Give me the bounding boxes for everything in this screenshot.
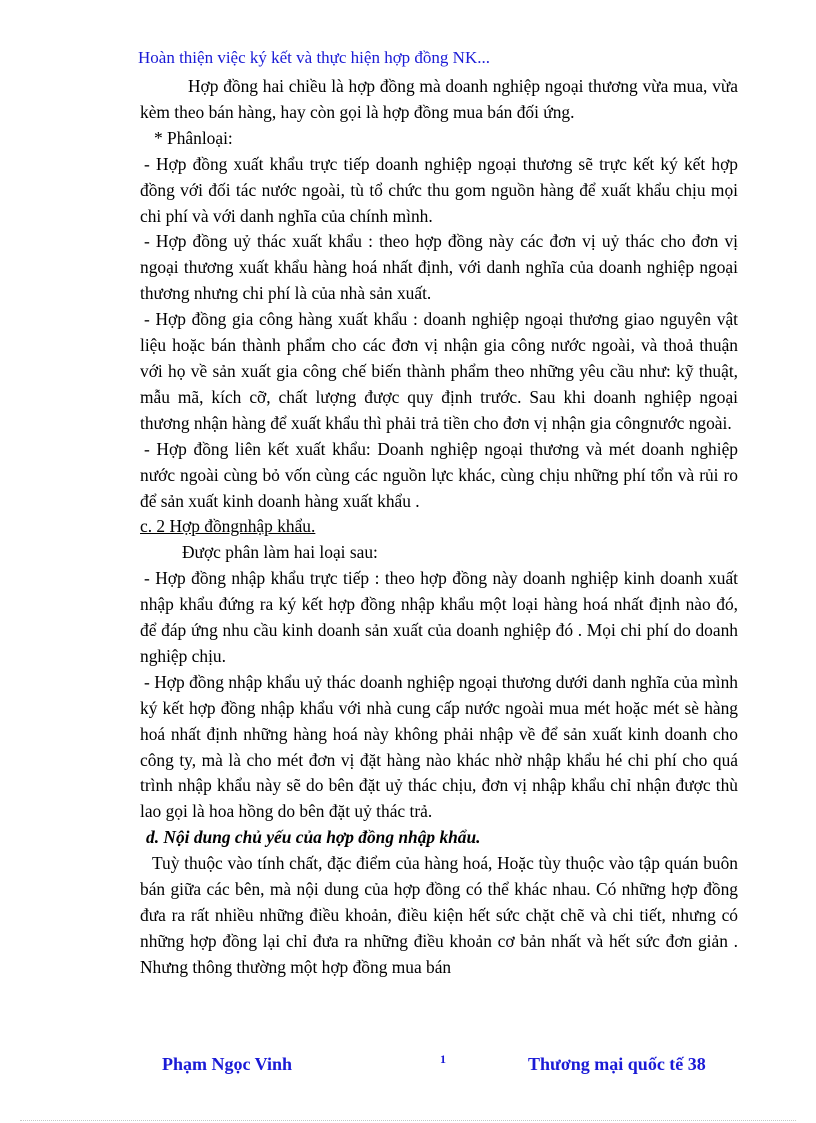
section-heading-d: d. Nội dung chủ yếu của hợp đồng nhập khẩu. bbox=[146, 827, 481, 848]
section-heading-c2: c. 2 Hợp đồngnhập khẩu. bbox=[140, 516, 316, 537]
classification-label: * Phânloại: bbox=[154, 127, 233, 148]
paragraph-direct-export: - Hợp đồng xuất khẩu trực tiếp doanh nghiệp ngoại thương sẽ trực kết ký kết hợp đồng với đối tác nước ngoài, tù tổ chức thu gom nguồn hàng để xuất khẩu chịu mọi chi phí và với danh nghĩa của chính mình. bbox=[140, 153, 738, 226]
paragraph-processing-export: - Hợp đồng gia công hàng xuất khẩu : doanh nghiệp ngoại thương giao nguyên vật liệu hoặc bán thành phẩm cho các đơn vị nhận gia công nước ngoài, và thoả thuận với họ về sản xuất gia công chế biến thành phẩm theo những yêu cầu như: kỹ thuật, mẫu mã, kích cỡ, chất lượng được quy định trước. Sau khi doanh nghiệp ngoại thương nhận hàng để xuất khẩu thì phải trả tiền cho đơn vị nhận gia côngnước ngoài. bbox=[140, 309, 738, 433]
paragraph-contract-content: Tuỳ thuộc vào tính chất, đặc điểm của hàng hoá, Hoặc tùy thuộc vào tập quán buôn bán giữa các bên, mà nội dung của hợp đồng có thể khác nhau. Có những hợp đồng đưa ra rất nhiều những điều khoản, điều kiện hết sức chặt chẽ và chi tiết, nhưng có những hợp đồng lại chỉ đưa ra những điều khoản cơ bản nhất và hết sức đơn giản . Nhưng thông thường một hợp đồng mua bán bbox=[140, 853, 738, 977]
page-bottom-divider bbox=[20, 1120, 796, 1121]
paragraph-two-way-contract: Hợp đồng hai chiều là hợp đồng mà doanh nghiệp ngoại thương vừa mua, vừa kèm theo bán hàng, hay còn gọi là hợp đồng mua bán đối ứng. bbox=[140, 76, 738, 122]
paragraph-entrusted-import: - Hợp đồng nhập khẩu uỷ thác doanh nghiệp ngoại thương dưới danh nghĩa của mình ký kết hợp đồng nhập khẩu với nhà cung cấp nước ngoài mua mét hoặc mét sè hàng hoá nhất định những hàng hoá này không phải nhập về để sản xuất kinh doanh cho công ty, mà là cho mét đơn vị đặt hàng nào khác nhờ nhập khẩu hé chi phí cho quá trình nhập khẩu này sẽ do bên đặt uỷ thác chịu, đơn vị nhập khẩu chỉ nhận được thù lao gọi là hoa hồng do bên đặt uỷ thác trả. bbox=[140, 671, 738, 822]
running-header: Hoàn thiện việc ký kết và thực hiện hợp đồng NK... bbox=[138, 48, 490, 67]
footer-course: Thương mại quốc tế 38 bbox=[528, 1054, 706, 1074]
document-body bbox=[140, 74, 738, 981]
paragraph-entrusted-export: - Hợp đồng uỷ thác xuất khẩu : theo hợp đồng này các đơn vị uỷ thác cho đơn vị ngoại thương xuất khẩu hàng hoá nhất định, với danh nghĩa của doanh nghiệp ngoại thương nhưng chi phí là của nhà sản xuất. bbox=[140, 231, 738, 304]
paragraph-direct-import: - Hợp đồng nhập khẩu trực tiếp : theo hợp đồng này doanh nghiệp kinh doanh xuất nhập khẩu đứng ra ký kết hợp đồng nhập khẩu một loại hàng hoá nhất định nào đó, để đáp ứng nhu cầu kinh doanh sản xuất của doanh nghiệp đó . Mọi chi phí do doanh nghiệp chịu. bbox=[140, 568, 738, 666]
footer-author: Phạm Ngọc Vinh bbox=[162, 1054, 293, 1074]
paragraph-joint-export: - Hợp đồng liên kết xuất khẩu: Doanh nghiệp ngoại thương và mét doanh nghiệp nước ngoài cùng bỏ vốn cùng các nguồn lực khác, cùng chịu những phí tổn và rủi ro để sản xuất kinh doanh hàng xuất khẩu . bbox=[140, 438, 738, 511]
footer-page-number: 1 bbox=[440, 1052, 446, 1066]
paragraph-two-types: Được phân làm hai loại sau: bbox=[182, 542, 378, 563]
